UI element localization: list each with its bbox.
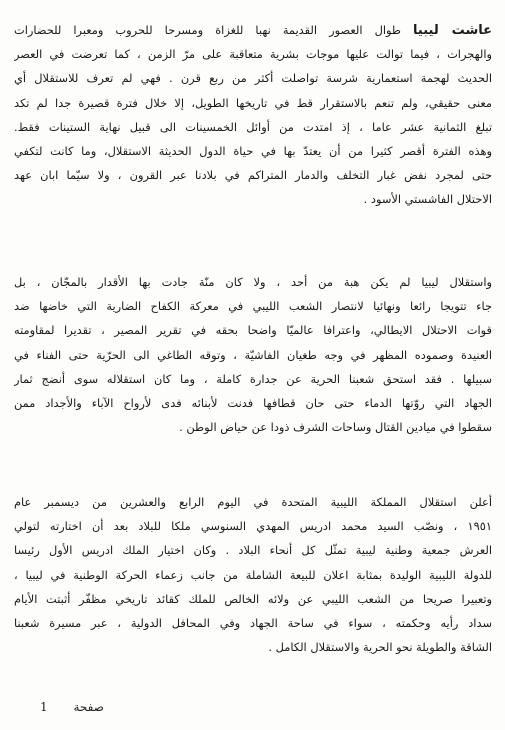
paragraph-line: قوات الاحتلال الايطالي، واعترافا عالميّا واضحا بحقه في تقرير المصير ، تقديرا لمقاومته xyxy=(14,323,492,338)
paragraph-line: ١٩٥١ ، ونصّب السيد محمد ادريس المهدي السنوسي ملكا للبلاد بعد أن اختارته لتولي xyxy=(14,519,492,534)
paragraph-line: سقطوا في ميادين القتال وساحات الشرف ذودا عن حياض الوطن . xyxy=(179,420,492,435)
page-footer xyxy=(40,700,104,714)
page-number: 1 xyxy=(40,700,48,714)
page-label: صفحة xyxy=(73,700,104,714)
paragraph-line: تبلغ الثمانية عشر عاما ، إذ امتدت من أوائل الخمسينات الى قبيل نهاية الستينات فقط. xyxy=(14,119,492,134)
paragraph-line: والهجرات ، فيما توالت عليها موجات بشرية متعاقبة على مرّ الزمن ، كما تعرضت في العصر xyxy=(14,47,492,62)
paragraph-line xyxy=(14,18,492,42)
paragraph-line: معنى حقيقي، ولم تنعم بالاستقرار قط في تاريخها الطويل، إلا خلال فترة قصيرة جدا لم تكد xyxy=(14,95,492,110)
paragraph-line: جاء تتويجا رائعا ونهائيا لانتصار الشعب الليبي في معركة الكفاح الضارية التي خاضها ضد xyxy=(14,299,492,314)
paragraph-line: الشاقة والطويلة نحو الحرية والاستقلال الكامل . xyxy=(268,640,492,655)
paragraph-line: للدولة الليبية الوليدة بمثابة اعلان للبيعة الشاملة من جانب زعماء الحركة الوطنية في ليبيا ، xyxy=(14,567,492,582)
paragraph-line: سداد رأيه وحكمته ، سواء في ساحة الجهاد وفي المحافل الدولية ، عبر مسيرة شعبنا xyxy=(14,615,492,630)
paragraph-1 xyxy=(14,18,492,212)
paragraph-line: الجهاد التي روّتها الدماء حتى حان قطافها فدنت لأبنائه فدى لأرواح الآباء والأجداد ممن xyxy=(14,395,492,410)
paragraph-line: وهذه الفترة أقصر كثيرا من أن يعتدّ بها في حياة الدول الحديثة الاستقلال، وما كانت لتكفي xyxy=(14,143,492,158)
paragraph-line-rest: طوال العصور القديمة نهبا للغزاة ومسرحا للحروب ومعبرا للحضارات xyxy=(14,23,401,37)
paragraph-line: أعلن استقلال المملكة الليبية المتحدة في اليوم الرابع والعشرين من ديسمبر عام xyxy=(14,495,492,509)
paragraph-3 xyxy=(14,490,492,659)
paragraph-line: العرش جمعية وطنية ليبية تمثّل كل أنحاء البلاد . وكان اختيار الملك ادريس الأول رئيسا xyxy=(14,543,492,558)
paragraph-2 xyxy=(14,270,492,439)
paragraph-line: سبيلها . فقد استحق شعبنا الحرية عن جدارة كاملة ، وما كان استقلاله سوى أنضج ثمار xyxy=(14,371,492,386)
paragraph-line: العنيدة وصموده المظهر في وجه طغيان الفاشيّة ، وتوقه الطاغي الى الحرّية حتى الفناء في xyxy=(14,347,492,362)
paragraph-line: الحديث لهجمة استعمارية شرسة تواصلت أكثر من ربع قرن . فهي لم تعرف للاستقلال أي xyxy=(14,71,492,86)
paragraph-line: وتعبيرا صريحا من الشعب الليبي عن ولائه الخالص للملك كقائد تاريخي مظفّر أثبتت الأيام xyxy=(14,591,492,606)
paragraph-line: واستقلال ليبيا لم يكن هبة من أحد ، ولا كان منّة جادت بها الأقدار بالمجّان ، بل xyxy=(14,275,492,289)
lead-text: عاشت ليبيا xyxy=(413,23,492,38)
paragraph-line: حتى لمجرد نفض غبار التخلف والدمار المتراكم في بلادنا عبر القرون ، ولا سيّما ابان عهد xyxy=(14,168,492,183)
paragraph-line: الاحتلال الفاشستي الأسود . xyxy=(363,192,492,207)
